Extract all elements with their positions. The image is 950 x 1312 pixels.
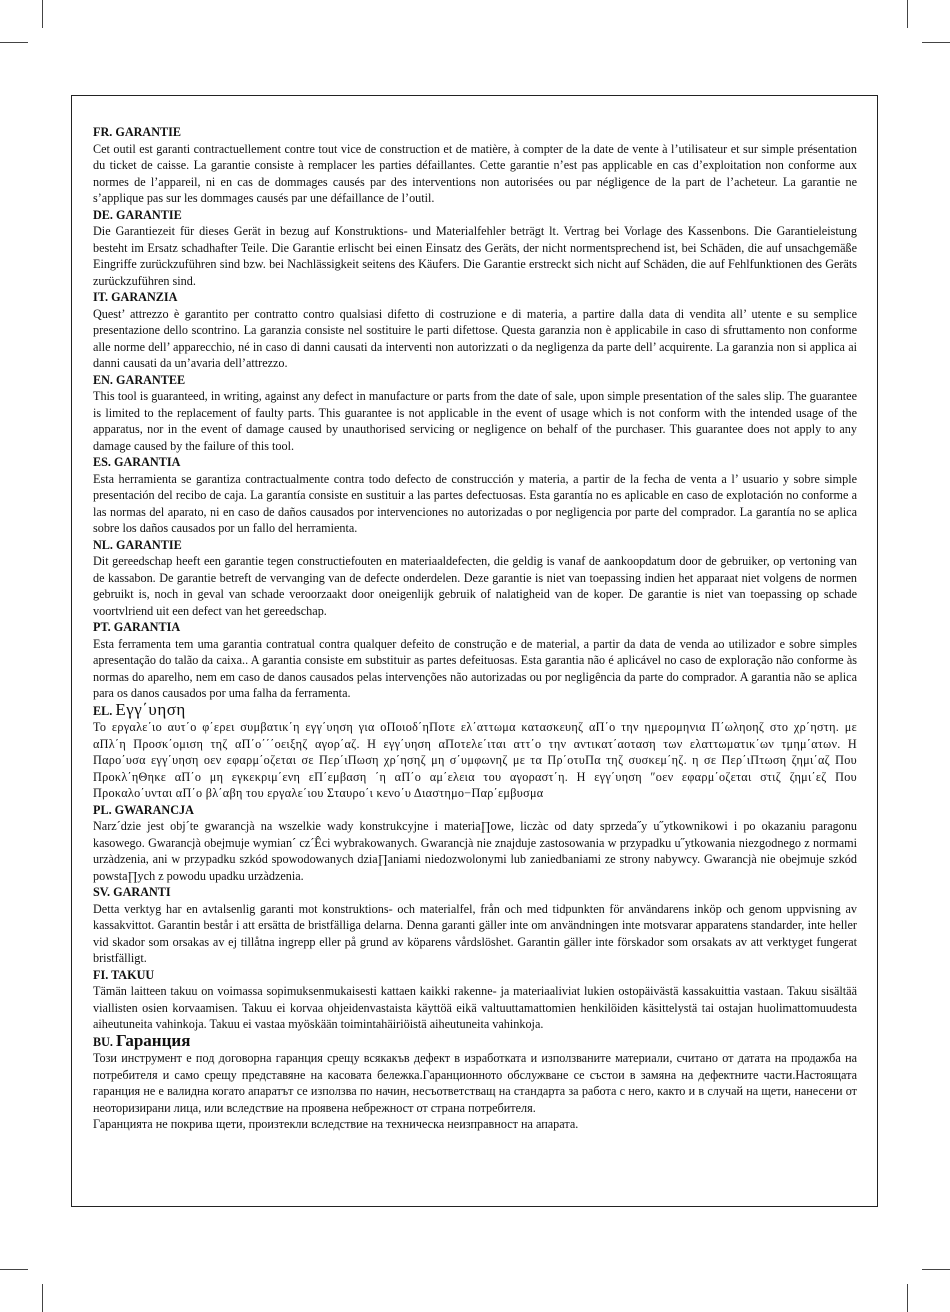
language-code: EN. bbox=[93, 372, 113, 387]
crop-mark-bottom-right-vertical bbox=[907, 1284, 908, 1312]
section-body: This tool is guaranteed, in writing, against any defect in manufacture or parts from the date of sale, upon simple presentation of the sales slip. The guarantee is limited to the replacement of faulty parts. This guarantee is not applicable in the event of usage which is not conform with the intended usage of the apparatus, nor in the event of damage caused by unauthorised servicing or negligence on behalf of the purchaser. This guarantee does not apply to any damage caused by the failure of this tool. bbox=[93, 389, 857, 453]
section-title: GARANTEE bbox=[116, 372, 186, 387]
language-code: FI. bbox=[93, 967, 109, 982]
section-body: Cet outil est garanti contractuellement contre tout vice de construction et de matière, à compter de la date de vente à l’utilisateur et sur simple présentation du ticket de caisse. La garantie consiste à remplacer les parties défaillantes. Cette garantie n’est pas applicable en cas d’exploitation non conforme aux normes de l’appareil, ni en cas de dommages causés par des interventions non autorisées ou par négligence de la part de l’acheteur. La garantie ne s’applique pas sur les dommages causés par une défaillance de l’outil. bbox=[93, 141, 857, 205]
language-code: NL. bbox=[93, 537, 113, 552]
crop-mark-top-right-horizontal bbox=[922, 42, 950, 43]
warranty-content bbox=[93, 124, 857, 1133]
section-title: GARANTIE bbox=[116, 537, 182, 552]
section-es bbox=[93, 454, 857, 537]
language-code: BU. bbox=[93, 1034, 113, 1049]
section-heading bbox=[93, 884, 857, 901]
section-body: Този инструмент е под договорна гаранция срещу всякакъв дефект в изработката и използваните материали, считано от датата на продажба на потребителя и само срещу представяне на касовата бележка.Гаранционното обслужване се състои в замяна на дефектните части.Настоящата гаранция не е валидна когато апаратът се използва по начин, несъответстващ на стандарта за работа с него, както и в случай на щети, нанесени от неоторизирани лица, или вследствие на проявена небрежност от страна потребителя. bbox=[93, 1051, 857, 1115]
section-heading bbox=[93, 372, 857, 389]
section-title: GARANTIA bbox=[113, 620, 181, 634]
section-body: Esta herramienta se garantiza contractualmente contra todo defecto de construcción y materia, a partir de la fecha de venta a l’ usuario y sobre simple presentación del recibo de caja. La garantía consiste en sustituir a las partes defectuosas. Esta garantía no es aplicable en caso de explotación no conforme a las normas del aparato, ni en caso de daños causados por intervenciones no autorizadas o por negligencia por parte del comprador. La garantía no se aplica sobre los daños causados por un fallo del herramienta. bbox=[93, 471, 857, 535]
section-fi bbox=[93, 967, 857, 1033]
section-body-note: Гаранцията не покрива щети, произтекли вследствие на техническа неизправност на апарата. bbox=[93, 1117, 579, 1131]
section-body: Detta verktyg har en avtalsenlig garanti mot konstruktions- och materialfel, från och med tidpunkten för användarens inköp och genom uppvisning av kassakvittot. Garantin består i att ersätta de bristfälliga delarna. Denna garanti gäller inte om användningen inte motsvarar apparatens standarder, inte heller vid skador som orsakas av ej tillåtna ingrepp eller på grund av köparens vårdslöshet. Garantin gäller inte förskador som orsakats av att verktyget fungerat bristfälligt. bbox=[93, 901, 857, 965]
section-sv bbox=[93, 884, 857, 967]
section-title: GARANTIA bbox=[114, 455, 181, 469]
section-de bbox=[93, 207, 857, 290]
section-it bbox=[93, 289, 857, 372]
section-heading bbox=[93, 124, 857, 141]
section-heading bbox=[93, 289, 857, 306]
section-pt bbox=[93, 619, 857, 702]
crop-mark-bottom-left-horizontal bbox=[0, 1269, 28, 1270]
section-heading bbox=[93, 1030, 857, 1051]
section-bu bbox=[93, 1030, 857, 1133]
section-nl bbox=[93, 537, 857, 620]
language-code: FR. bbox=[93, 125, 113, 139]
section-heading bbox=[93, 802, 857, 819]
language-code: DE. bbox=[93, 207, 113, 222]
section-title: GARANTI bbox=[113, 885, 171, 899]
section-body: Narz´dzie jest obj´te gwarancjà na wszelkie wady konstrukcyjne i materia∏owe, liczàc od daty sprzeda˝y u˝ytkownikowi i po okazaniu paragonu kasowego. Gwarancjà obejmuje wymian´ cz´Êci wybrakowanych. Gwarancjà nie znajduje zastosowania w przypadku u˝ytkowania niezgodnego z normami urzàdzenia, ani w przypadku szkód spowodowanych dzia∏aniami niedozwolonymi lub zaniedbaniami ze strony nabywcy. Gwarancjà nie obejmuje szkód powsta∏ych z powodu upadku urzàdzenia. bbox=[93, 819, 857, 883]
section-heading bbox=[93, 207, 857, 224]
language-code: SV. bbox=[93, 885, 111, 899]
section-title: GARANZIA bbox=[111, 290, 178, 304]
section-title: Εγγ΄υηση bbox=[115, 699, 186, 719]
language-code: EL. bbox=[93, 703, 113, 718]
section-title: GARANTIE bbox=[115, 125, 182, 139]
crop-mark-top-left-horizontal bbox=[0, 42, 28, 43]
section-body: Quest’ attrezzo è garantito per contratto contro qualsiasi difetto di costruzione e di materia, a partire dalla data di vendita all’ utente e su semplice presentazione dello scontrino. La garanzia consiste nel sostituire le parti difettose. Questa garanzia non è applicabile in caso di sfruttamento non conforme alle norme dell’ apparecchio, né in caso di danni causati da interventi non autorizzati o da negligenza da parte dell’ acquirente. La garanzia non si applica ai danni causati da un’avaria dell’attrezzo. bbox=[93, 306, 857, 370]
section-body: Το εργαλε΄ιο αυτ΄ο φ΄ερει συμβατικ΄η εγγ΄υηση για οΠοιοδ΄ηΠοτε ελ΄αττωμα κατασκευηζ αΠ΄ο την ημερομηνια Π΄ωληοηζ στο χρ΄ηστη. με αΠλ΄η Προσκ΄ομιση τηζ αΠ΄ο΄΄΄οειξηζ αγορ΄αζ. Η εγγ΄υηση αΠοτελε΄ιται αττ΄ο την αντικατ΄αοταση των ελαττωματικ΄ων τμημ΄ατων. Η Παρο΄υσα εγγ΄υηση οεν εφαρμ΄οζεται σε Περ΄ιΠωση χρ΄ησηζ μη σ΄υμφωνηζ με τα Πρ΄οτυΠα τηζ συσκεμ΄ηζ. η σε Περ΄ιΠτωση ζημι΄αζ Που Προκλ΄ηΘηκε αΠ΄ο μη εγκεκριμ΄ενη εΠ΄εμβαση ΄η αΠ΄ο αμ΄ελεια του αγοραστ΄η. Η εγγ΄υηση ″οεν εφαρμ΄οζεται στιζ ζημι΄εζ Που Προκαλο΄υνται αΠ΄ο βλ΄αβη του εργαλε΄ιου Σταυρο΄ι κενο΄υ Διαστημο−Παρ΄εμβυσμα bbox=[93, 720, 857, 800]
crop-mark-bottom-left-vertical bbox=[42, 1284, 43, 1312]
section-title: Гаранция bbox=[116, 1030, 191, 1050]
language-code: IT. bbox=[93, 290, 109, 304]
language-code: ES. bbox=[93, 455, 111, 469]
section-heading bbox=[93, 619, 857, 636]
section-title: TAKUU bbox=[111, 967, 155, 982]
section-heading bbox=[93, 967, 857, 984]
section-heading bbox=[93, 699, 857, 720]
section-en bbox=[93, 372, 857, 455]
section-body: Tämän laitteen takuu on voimassa sopimuksenmukaisesti kattaen kaikki rakenne- ja materiaaliviat lukien ostopäivästä kassakuittia vastaan. Takuu sisältää viallisten osien korvaamisen. Takuu ei korvaa ohjeidenvastaista käyttöä eikä valtuuttamattomien henkilöiden käsittelystä tai ostajan huolimattomuudesta aiheutuneita vahinkoja. Takuu ei vastaa myöskään toimintahäiriöistä aiheutuneita vahinkoja. bbox=[93, 984, 857, 1031]
crop-mark-top-right-vertical bbox=[907, 0, 908, 28]
section-title: GWARANCJA bbox=[114, 802, 194, 817]
section-el bbox=[93, 699, 857, 802]
language-code: PL. bbox=[93, 802, 112, 817]
section-heading bbox=[93, 537, 857, 554]
section-body: Die Garantiezeit für dieses Gerät in bezug auf Konstruktions- und Materialfehler beträgt lt. Vertrag bei Vorlage des Kassenbons. Die Garantieleistung besteht im Ersatz schadhafter Teile. Die Garantie erlischt bei einen Einsatz des Geräts, der nicht normentsprechend ist, bei Schäden, die auf unsachgemäße Eingriffe zurückzuführen sind bzw. bei Nachlässigkeit seitens des Käufers. Die Garantie erstreckt sich nicht auf Schäden, die auf Fehlfunktionen des Geräts zurückzuführen sind. bbox=[93, 224, 857, 288]
section-body: Dit gereedschap heeft een garantie tegen constructiefouten en materiaaldefecten, die geldig is vanaf de aankoopdatum door de gebruiker, op vertoning van de kassabon. De garantie betreft de vervanging van de defecte onderdelen. Deze garantie is niet van toepassing indien het apparaat niet volgens de normen gebruikt is, noch in geval van schade veroorzaakt door oneigenlijk gebruik of nalatigheid van de koper. De garantie is niet van toepassing op schade voortvlriend uit een defect van het gereedschap. bbox=[93, 554, 857, 618]
section-body: Esta ferramenta tem uma garantia contratual contra qualquer defeito de construção e de material, a partir da data de venda ao utilizador e sobre simples apresentação do talão da caixa.. A garantia consiste em substituir as partes defeituosas. Esta garantia não é aplicável no caso de exploração não conforme às normas do aparelho, nem em caso de danos causados pelas intervenções não autorizadas ou por negligência da parte do comprador. A garantia não se aplica para os danos causados por uma falha da ferramenta. bbox=[93, 636, 857, 700]
section-fr bbox=[93, 124, 857, 207]
section-heading bbox=[93, 454, 857, 471]
section-title: GARANTIE bbox=[116, 207, 182, 222]
language-code: PT. bbox=[93, 620, 111, 634]
section-pl bbox=[93, 802, 857, 885]
crop-mark-bottom-right-horizontal bbox=[922, 1269, 950, 1270]
crop-mark-top-left-vertical bbox=[42, 0, 43, 28]
